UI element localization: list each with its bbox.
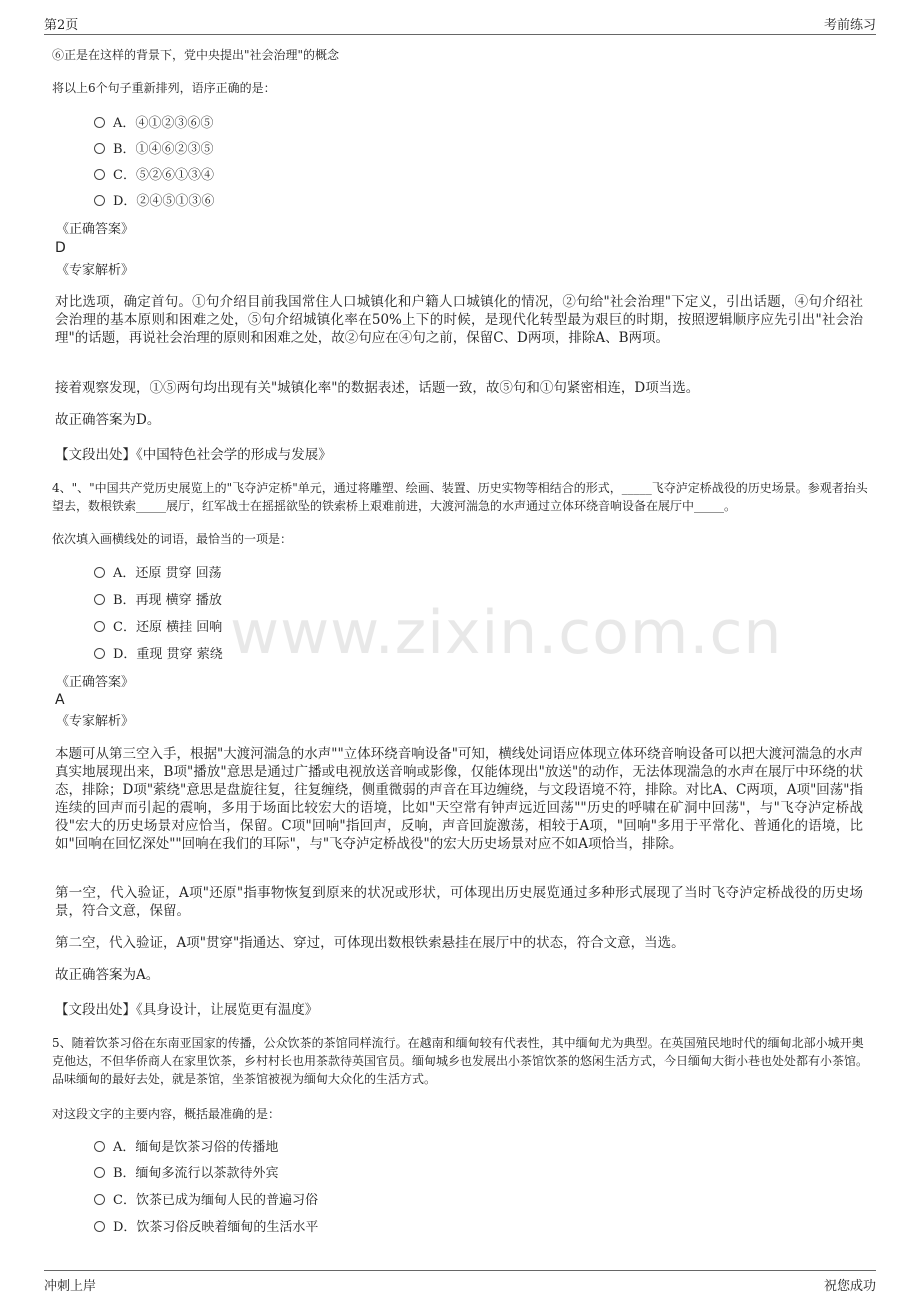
q5-option-a[interactable] — [94, 1138, 278, 1158]
q3-option-a[interactable] — [94, 114, 213, 134]
option-label: D．饮茶习俗反映着缅甸的生活水平 — [113, 1220, 319, 1235]
radio-icon — [94, 117, 105, 128]
q4-analysis-paragraph: 第二空，代入验证，A项"贯穿"指通达、穿过，可体现出数根铁索悬挂在展厅中的状态，符合文意，当选。 — [55, 935, 685, 951]
radio-icon — [94, 567, 105, 578]
q3-option-b[interactable] — [94, 140, 214, 160]
footer-left: 冲刺上岸 — [44, 1279, 97, 1294]
q4-analysis-paragraph: 第一空，代入验证，A项"还原"指事物恢复到原来的状况或形状，可体现出历史展览通过多种形式展现了当时飞夺泸定桥战役的历史场景，符合文意，保留。 — [55, 885, 863, 919]
radio-icon — [94, 1194, 105, 1205]
option-label: A．还原 贯穿 回荡 — [113, 566, 222, 581]
option-label: C．还原 横挂 回响 — [113, 620, 223, 635]
q4-stem: 4、"、"中国共产党历史展览上的"飞夺泸定桥"单元，通过将雕塑、绘画、装置、历史实物等相结合的形式，_____飞夺泸定桥战役的历史场景。参观者抬头望去，数根铁索_____展厅，红军战士在摇摇欲坠的铁索桥上艰难前进，大渡河湍急的水声通过立体环绕音响设备在展厅中_____。 — [52, 481, 868, 513]
header-title: 考前练习 — [823, 18, 876, 33]
q4-answer-heading: 《正确答案》 — [56, 675, 135, 690]
q4-analysis-heading: 《专家解析》 — [56, 714, 135, 729]
q3-option-d[interactable] — [94, 192, 214, 212]
q3-analysis-paragraph: 接着观察发现，①⑤两句均出现有关"城镇化率"的数据表述，话题一致，故⑤句和①句紧密相连，D项当选。 — [55, 380, 700, 396]
q3-analysis-paragraph: 故正确答案为D。 — [55, 412, 161, 428]
radio-icon — [94, 195, 105, 206]
q4-analysis-paragraph: 故正确答案为A。 — [55, 967, 160, 983]
q4-option-d[interactable] — [94, 645, 223, 665]
watermark: www.zixin.com.cn — [230, 598, 783, 668]
option-label: D．重现 贯穿 萦绕 — [113, 647, 223, 662]
q4-source: 【文段出处】《具身设计，让展览更有温度》 — [55, 1002, 319, 1018]
option-label: B．再现 横穿 播放 — [113, 593, 222, 608]
q3-sentence-6: ⑥正是在这样的背景下，党中央提出"社会治理"的概念 — [52, 48, 340, 62]
option-label: C．饮茶已成为缅甸人民的普遍习俗 — [113, 1193, 318, 1208]
q3-analysis-paragraph: 对比选项，确定首句。①句介绍目前我国常住人口城镇化和户籍人口城镇化的情况，②句给"社会治理"下定义，引出话题，④句介绍社会治理的基本原则和困难之处，⑤句介绍城镇化率在50%上下的时候，是现代化转型最为艰巨的时期，按照逻辑顺序应先引出"社会治理"的话题，再说社会治理的原则和困难之处，故②句应在④句之前，保留C、D两项，排除A、B两项。 — [55, 294, 863, 346]
q4-option-c[interactable] — [94, 618, 222, 638]
radio-icon — [94, 1141, 105, 1152]
radio-icon — [94, 1167, 105, 1178]
q4-option-a[interactable] — [94, 564, 222, 584]
q4-analysis-paragraph: 本题可从第三空入手，根据"大渡河湍急的水声""立体环绕音响设备"可知，横线处词语应体现立体环绕音响设备可以把大渡河湍急的水声真实地展现出来，B项"播放"意思是通过广播或电视放送音响或影像，仅能体现出"放送"的动作，无法体现湍急的水声在展厅中环绕的状态，排除；D项"萦绕"意思是盘旋往复，往复缠绕，侧重微弱的声音在耳边缠绕，与文段语境不符，排除。对比A、C两项，A项"回荡"指连续的回声而引起的震响，多用于场面比较宏大的语境，比如"天空常有钟声远近回荡""历史的呼啸在矿洞中回荡"，与"飞夺泸定桥战役"宏大的历史场景对应恰当，保留。C项"回响"指回声，反响，声音回旋激荡，相较于A项，"回响"多用于平常化、普通化的语境，比如"回响在回忆深处""回响在我们的耳际"，与"飞夺泸定桥战役"的宏大历史场景对应不如A项恰当，排除。 — [55, 746, 863, 852]
option-label: C．⑤②⑥①③④ — [113, 168, 214, 183]
option-label: A．④①②③⑥⑤ — [113, 116, 214, 131]
page-footer — [44, 1270, 876, 1293]
q3-answer: D — [55, 240, 66, 256]
page-header — [44, 12, 876, 35]
q3-option-c[interactable] — [94, 166, 214, 186]
q3-source: 【文段出处】《中国特色社会学的形成与发展》 — [55, 447, 332, 463]
q5-option-d[interactable] — [94, 1218, 318, 1238]
q3-prompt: 将以上6个句子重新排列，语序正确的是： — [52, 81, 276, 95]
q4-option-b[interactable] — [94, 591, 222, 611]
q3-analysis-heading: 《专家解析》 — [56, 263, 135, 278]
q4-prompt: 依次填入画横线处的词语，最恰当的一项是： — [52, 532, 293, 546]
q5-stem: 5、随着饮茶习俗在东南亚国家的传播，公众饮茶的茶馆同样流行。在越南和缅甸较有代表性，其中缅甸尤为典型。在英国殖民地时代的缅甸北部小城开奥克他达，不但华侨商人在家里饮茶，乡村村长也用茶款待英国官员。缅甸城乡也发展出小茶馆饮茶的悠闲生活方式，今日缅甸大街小巷也处处都有小茶馆。品味缅甸的最好去处，就是茶馆，坐茶馆被视为缅甸大众化的生活方式。 — [52, 1036, 869, 1086]
radio-icon — [94, 169, 105, 180]
footer-right: 祝您成功 — [823, 1279, 876, 1294]
q3-answer-heading: 《正确答案》 — [56, 222, 135, 237]
radio-icon — [94, 621, 105, 632]
q5-option-c[interactable] — [94, 1191, 318, 1211]
option-label: D．②④⑤①③⑥ — [113, 194, 215, 209]
radio-icon — [94, 143, 105, 154]
option-label: B．缅甸多流行以茶款待外宾 — [113, 1166, 279, 1181]
option-label: B．①④⑥②③⑤ — [113, 142, 214, 157]
q4-answer: A — [55, 692, 65, 708]
q5-option-b[interactable] — [94, 1164, 279, 1184]
radio-icon — [94, 648, 105, 659]
radio-icon — [94, 1221, 105, 1232]
q5-prompt: 对这段文字的主要内容，概括最准确的是： — [52, 1107, 281, 1121]
option-label: A．缅甸是饮茶习俗的传播地 — [113, 1140, 279, 1155]
radio-icon — [94, 594, 105, 605]
page-number: 第2页 — [44, 18, 79, 33]
